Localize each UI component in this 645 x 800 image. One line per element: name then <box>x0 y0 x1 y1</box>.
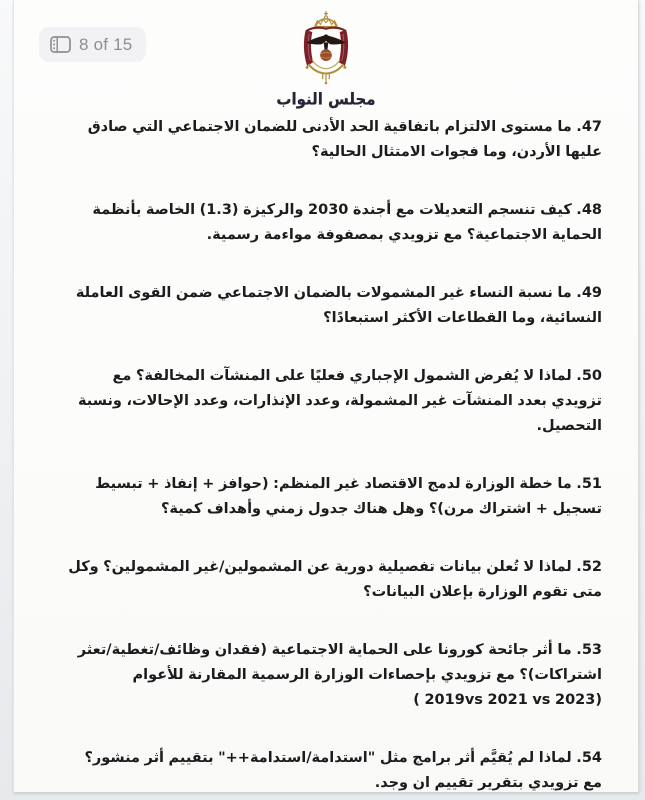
page-thumbnails-icon <box>50 36 71 53</box>
page-indicator-label: 8 of 15 <box>79 34 133 54</box>
question-item-49: 49. ما نسبة النساء غير المشمولات بالضمان الاجتماعي ضمن القوى العاملة النسائية، وما القطاعات الأكثر استبعادًا؟ <box>75 285 602 326</box>
parliament-title-calligraphy: مجلس النواب <box>276 89 376 109</box>
question-item-47: 47. ما مستوى الالتزام باتفاقية الحد الأدنى للضمان الاجتماعي التي صادق عليها الأردن، وما فجوات الامتثال الحالية؟ <box>87 119 602 160</box>
page-indicator-button[interactable] <box>39 27 146 62</box>
question-item-52: 52. لماذا لا تُعلن بيانات تفصيلية دورية عن المشمولين/غير المشمولين؟ وكل متى تقوم الوزارة بإعلان البيانات؟ <box>68 559 602 600</box>
question-item-54: 54. لماذا لم يُقيَّم أثر برامج مثل "استدامة/استدامة++" بتقييم أثر منشور؟ مع تزويدي بتقرير تقييم ان وجد. <box>84 750 602 791</box>
question-item-51: 51. ما خطة الوزارة لدمج الاقتصاد غير المنظم: (حوافز + إنفاذ + تبسيط تسجيل + اشتراك مرن)؟ وهل هناك جدول زمني وأهداف كمية؟ <box>95 476 602 517</box>
questions-list <box>14 108 638 796</box>
question-item-48: 48. كيف تنسجم التعديلات مع أجندة 2030 والركيزة (1.3) الخاصة بأنظمة الحماية الاجتماعية؟ مع تزويدي بمصفوفة مواءمة رسمية. <box>92 202 602 243</box>
document-page <box>13 0 639 792</box>
question-item-53: 53. ما أثر جائحة كورونا على الحماية الاجتماعية (فقدان وظائف/تغطية/تعثر اشتراكات)؟ مع تزويدي بإحصاءات الوزارة الرسمية المقارنة للأعوام (2019vs 2021 vs 2023 ) <box>77 642 602 708</box>
question-item-50: 50. لماذا لا يُفرض الشمول الإجباري فعليًا على المنشآت المخالفة؟ مع تزويدي بعدد المنشآت غير المشمولة، وعدد الإنذارات، وعدد الإحالات، ونسبة التحصيل. <box>78 368 602 434</box>
